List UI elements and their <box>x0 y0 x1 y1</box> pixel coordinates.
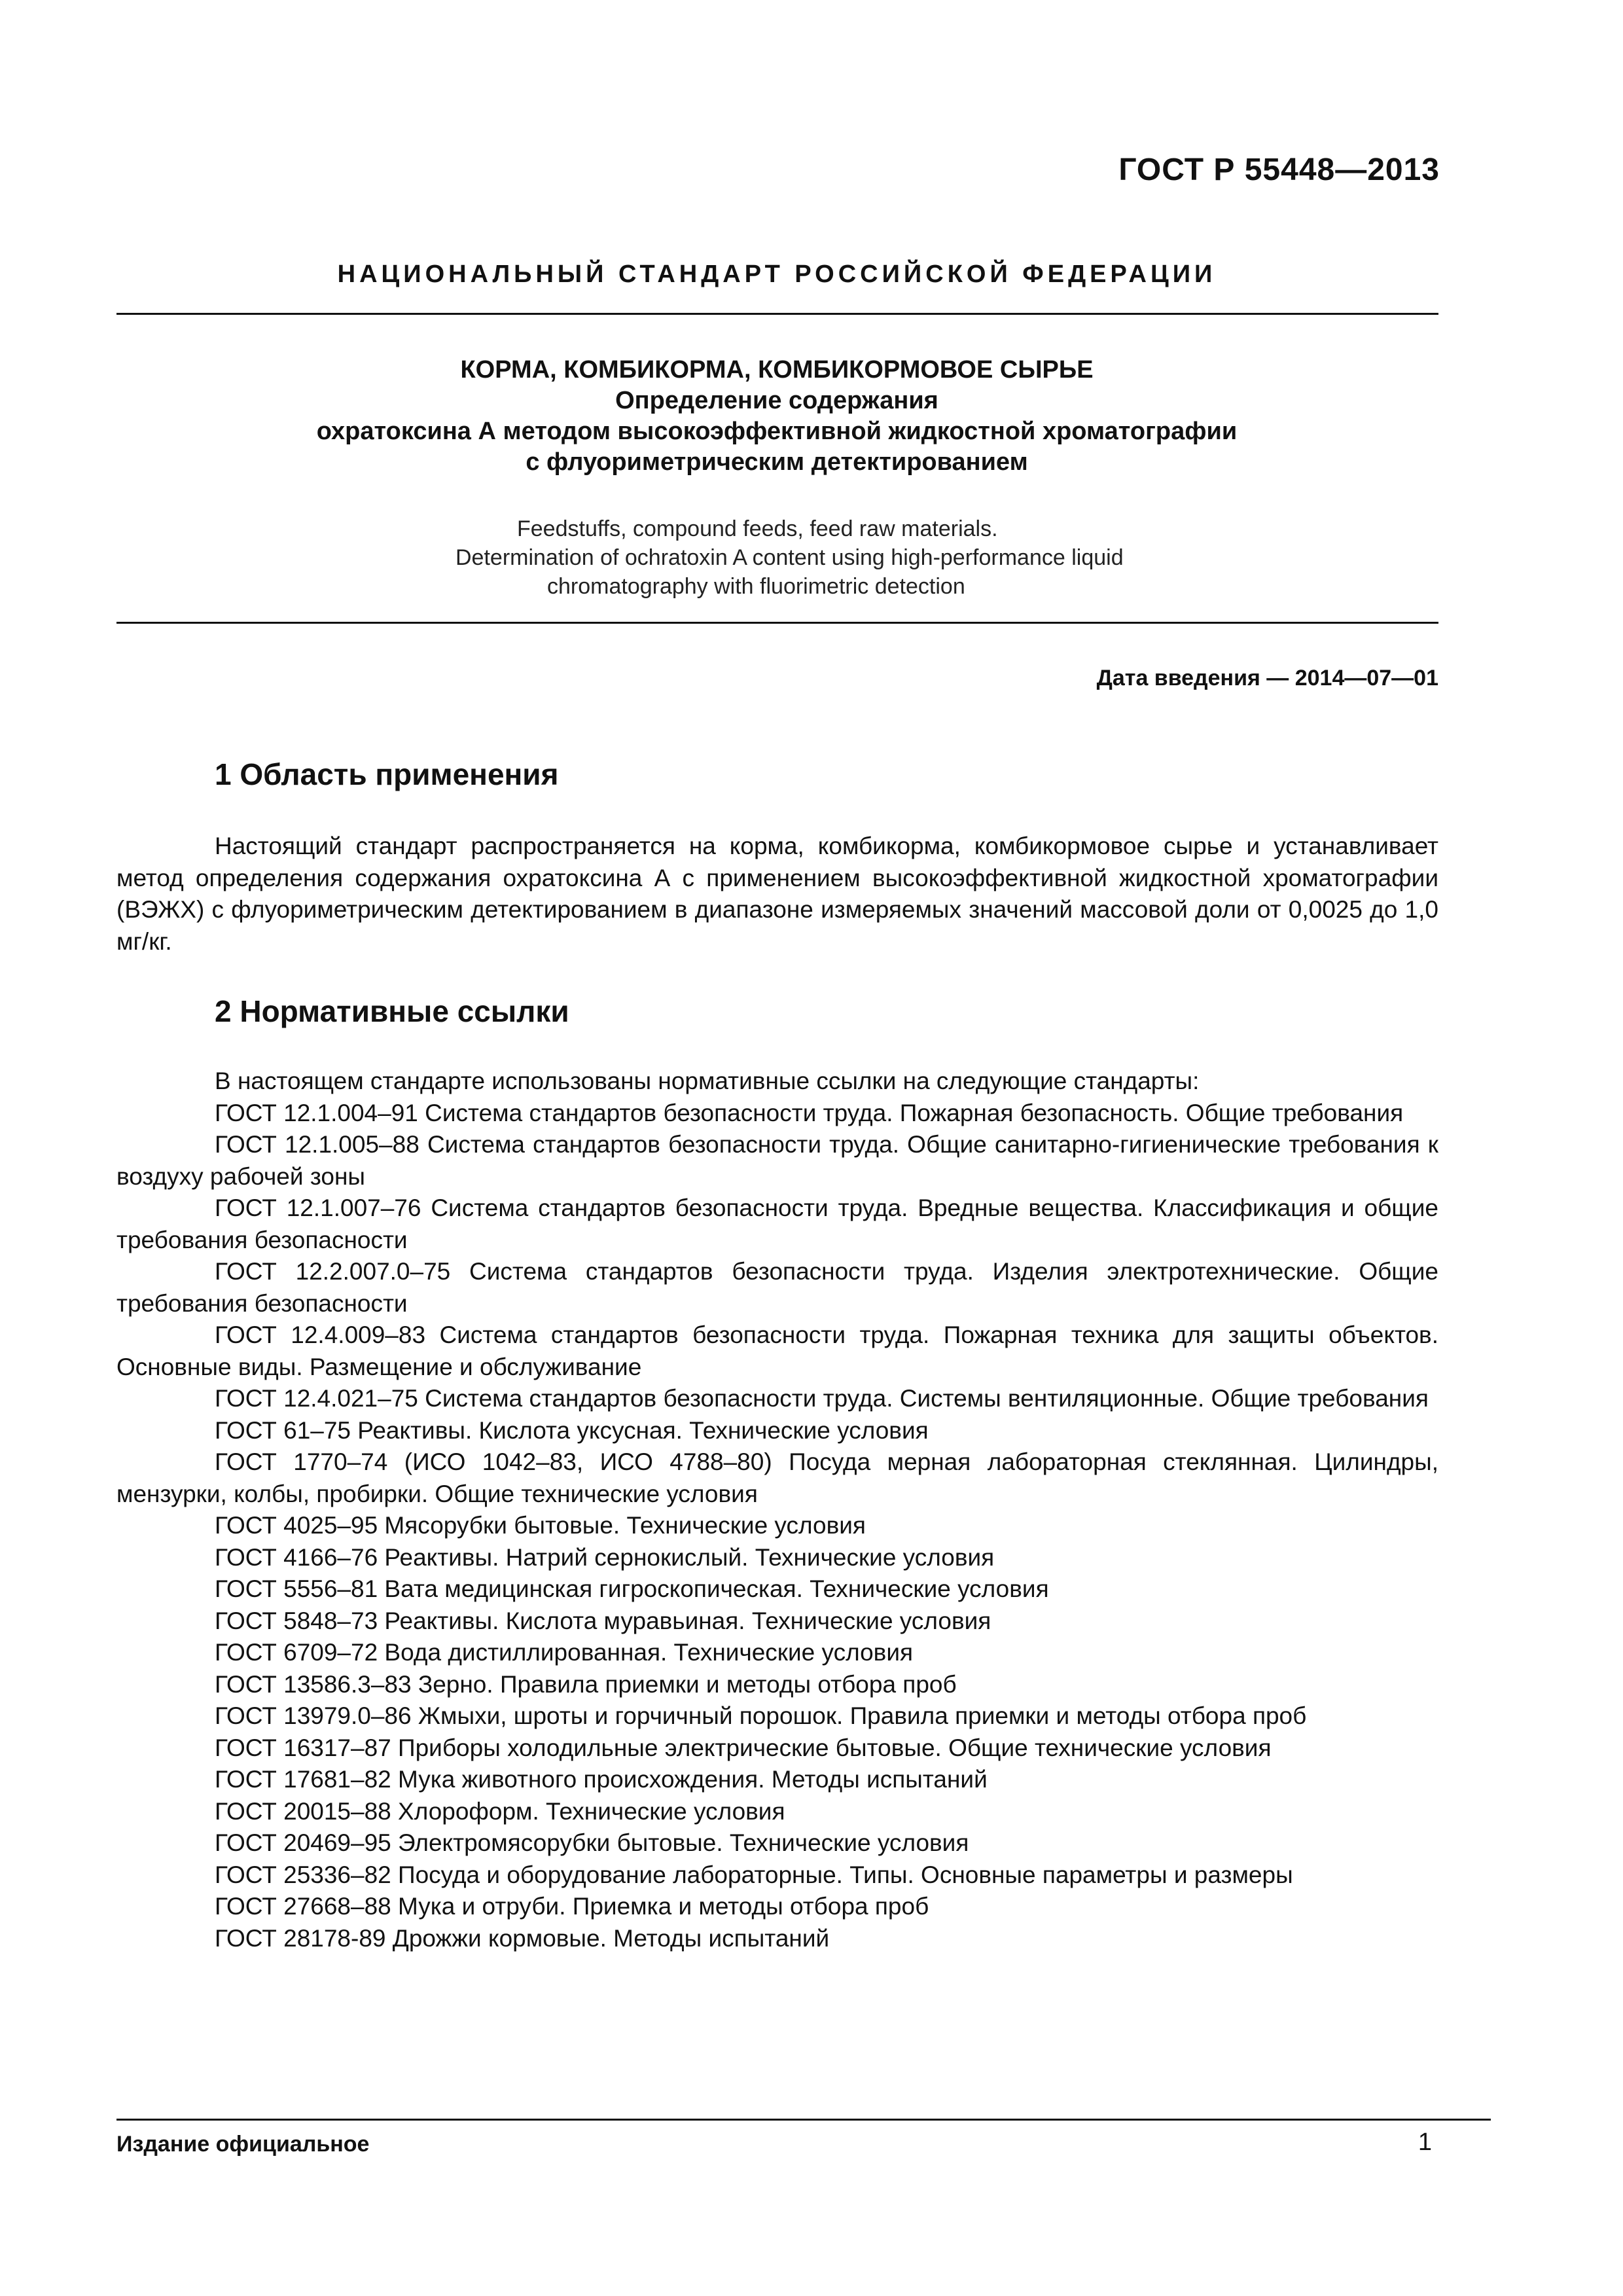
header-divider <box>116 313 1438 315</box>
reference-item: ГОСТ 13586.3–83 Зерно. Правила приемки и методы отбора проб <box>215 1670 957 1698</box>
references-intro: В настоящем стандарте использованы нормативные ссылки на следующие стандарты: <box>215 1067 1200 1094</box>
reference-item: ГОСТ 20015–88 Хлороформ. Технические условия <box>215 1797 785 1825</box>
reference-item: ГОСТ 5848–73 Реактивы. Кислота муравьиная. Технические условия <box>215 1607 991 1634</box>
english-title-line: Determination of ochratoxin A content using high-performance liquid <box>455 545 1124 570</box>
section-heading-references: 2 Нормативные ссылки <box>215 994 569 1028</box>
reference-item: ГОСТ 12.2.007.0–75 Система стандартов безопасности труда. Изделия электротехнические. Общие требования безопасности <box>116 1258 1438 1317</box>
official-edition-label: Издание официальное <box>116 2132 370 2157</box>
title-line: Определение содержания <box>615 387 938 414</box>
footer-divider <box>116 2119 1491 2121</box>
reference-item: ГОСТ 4025–95 Мясорубки бытовые. Технические условия <box>215 1512 866 1539</box>
title-line: КОРМА, КОМБИКОРМА, КОМБИКОРМОВОЕ СЫРЬЕ <box>460 356 1094 384</box>
reference-item: ГОСТ 20469–95 Электромясорубки бытовые. Технические условия <box>215 1829 969 1856</box>
reference-item: ГОСТ 28178-89 Дрожжи кормовые. Методы испытаний <box>215 1924 830 1952</box>
reference-item: ГОСТ 6709–72 Вода дистиллированная. Технические условия <box>215 1639 914 1666</box>
english-title-line: chromatography with fluorimetric detection <box>547 574 965 599</box>
document-code: ГОСТ Р 55448—2013 <box>1118 152 1440 187</box>
title-line: охратоксина А методом высокоэффективной жидкостной хроматографии <box>316 418 1238 445</box>
standard-type-header: НАЦИОНАЛЬНЫЙ СТАНДАРТ РОССИЙСКОЙ ФЕДЕРАЦИИ <box>337 260 1217 288</box>
english-title <box>116 514 1437 601</box>
title-line: с флуориметрическим детектированием <box>526 448 1028 476</box>
reference-item: ГОСТ 12.1.004–91 Система стандартов безопасности труда. Пожарная безопасность. Общие требования <box>215 1099 1404 1126</box>
scope-paragraph: Настоящий стандарт распространяется на корма, комбикорма, комбикормовое сырье и устанавливает метод определения содержания охратоксина А с применением высокоэффективной жидкостной хроматографии (ВЭЖХ) с флуориметрическим детектированием в диапазоне измеряемых значений массовой доли от 0,0025 до 1,0 мг/кг. <box>116 833 1438 955</box>
reference-item: ГОСТ 13979.0–86 Жмыхи, шроты и горчичный порошок. Правила приемки и методы отбора проб <box>215 1702 1307 1729</box>
title-divider <box>116 622 1438 624</box>
reference-item: ГОСТ 27668–88 Мука и отруби. Приемка и методы отбора проб <box>215 1893 929 1920</box>
page-number: 1 <box>1418 2128 1432 2156</box>
introduction-date: Дата введения — 2014—07—01 <box>1096 666 1438 691</box>
reference-item: ГОСТ 12.4.021–75 Система стандартов безопасности труда. Системы вентиляционные. Общие требования <box>215 1385 1429 1412</box>
references-list <box>116 1066 1438 1954</box>
reference-item: ГОСТ 12.1.007–76 Система стандартов безопасности труда. Вредные вещества. Классификация и общие требования безопасности <box>116 1194 1438 1253</box>
reference-item: ГОСТ 25336–82 Посуда и оборудование лабораторные. Типы. Основные параметры и размеры <box>215 1861 1293 1888</box>
reference-item: ГОСТ 12.4.009–83 Система стандартов безопасности труда. Пожарная техника для защиты объектов. Основные виды. Размещение и обслуживание <box>116 1321 1438 1380</box>
russian-title <box>116 355 1437 478</box>
reference-item: ГОСТ 5556–81 Вата медицинская гигроскопическая. Технические условия <box>215 1575 1049 1602</box>
english-title-line: Feedstuffs, compound feeds, feed raw materials. <box>517 516 998 541</box>
reference-item: ГОСТ 12.1.005–88 Система стандартов безопасности труда. Общие санитарно-гигиенические требования к воздуху рабочей зоны <box>116 1131 1438 1190</box>
reference-item: ГОСТ 1770–74 (ИСО 1042–83, ИСО 4788–80) Посуда мерная лабораторная стеклянная. Цилиндры, мензурки, колбы, пробирки. Общие технические условия <box>116 1448 1438 1507</box>
reference-item: ГОСТ 4166–76 Реактивы. Натрий сернокислый. Технические условия <box>215 1543 995 1571</box>
reference-item: ГОСТ 61–75 Реактивы. Кислота уксусная. Технические условия <box>215 1416 929 1444</box>
reference-item: ГОСТ 17681–82 Мука животного происхождения. Методы испытаний <box>215 1766 988 1793</box>
reference-item: ГОСТ 16317–87 Приборы холодильные электрические бытовые. Общие технические условия <box>215 1734 1272 1761</box>
section-heading-scope: 1 Область применения <box>215 757 559 791</box>
